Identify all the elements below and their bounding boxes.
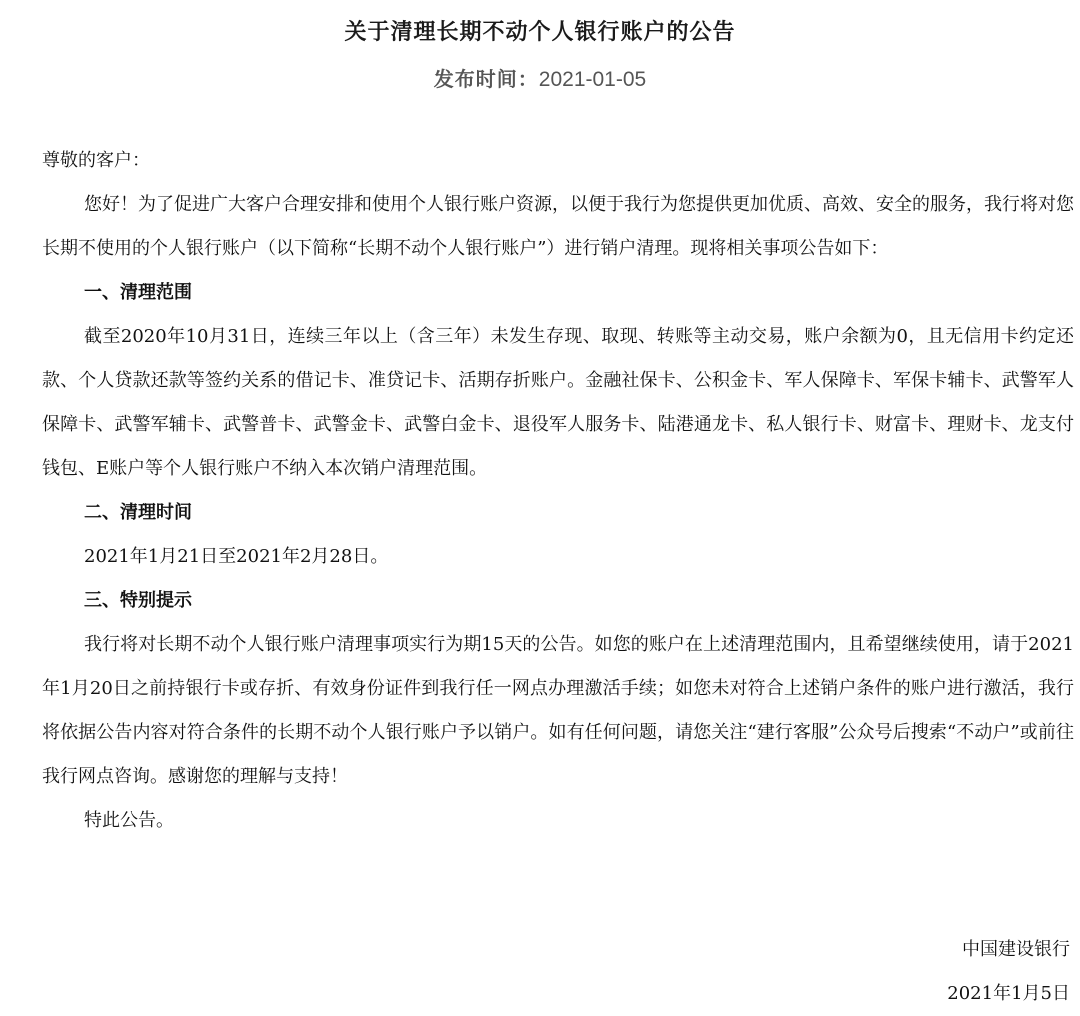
notice-title: 关于清理长期不动个人银行账户的公告 xyxy=(344,19,736,45)
section-heading-notice: 三、特别提示 xyxy=(84,590,192,611)
publish-date: 2021-01-05 xyxy=(538,68,647,91)
closing-line: 特此公告。 xyxy=(84,810,174,831)
signature-organization: 中国建设银行 xyxy=(962,939,1070,960)
intro-paragraph: 您好！为了促进广大客户合理安排和使用个人银行账户资源，以便于我行为您提供更加优质、高效、安全的服务，我行将对您长期不使用的个人银行账户（以下简称“长期不动个人银行账户”）进行销户清理。现将相关事项公告如下： xyxy=(42,194,1074,259)
publish-label: 发布时间： xyxy=(433,67,539,91)
publish-info xyxy=(0,62,1080,97)
section-content-scope: 截至2020年10月31日，连续三年以上（含三年）未发生存现、取现、转账等主动交易，账户余额为0，且无信用卡约定还款、个人贷款还款等签约关系的借记卡、准贷记卡、活期存折账户。金融社保卡、公积金卡、军人保障卡、军保卡辅卡、武警军人保障卡、武警军辅卡、武警普卡、武警金卡、武警白金卡、退役军人服务卡、陆港通龙卡、私人银行卡、财富卡、理财卡、龙支付钱包、E账户等个人银行账户不纳入本次销户清理范围。 xyxy=(42,326,1074,479)
notice-body xyxy=(42,139,1074,843)
signature-date: 2021年1月5日 xyxy=(947,983,1070,1004)
section-heading-time: 二、清理时间 xyxy=(84,502,192,523)
section-heading-scope: 一、清理范围 xyxy=(84,282,192,303)
salutation: 尊敬的客户： xyxy=(42,150,150,171)
section-content-time: 2021年1月21日至2021年2月28日。 xyxy=(84,546,389,567)
section-content-notice: 我行将对长期不动个人银行账户清理事项实行为期15天的公告。如您的账户在上述清理范围内，且希望继续使用，请于2021年1月20日之前持银行卡或存折、有效身份证件到我行任一网点办理激活手续；如您未对符合上述销户条件的账户进行激活，我行将依据公告内容对符合条件的长期不动个人银行账户予以销户。如有任何问题，请您关注“建行客服”公众号后搜索“不动户”或前往我行网点咨询。感谢您的理解与支持！ xyxy=(42,634,1074,787)
